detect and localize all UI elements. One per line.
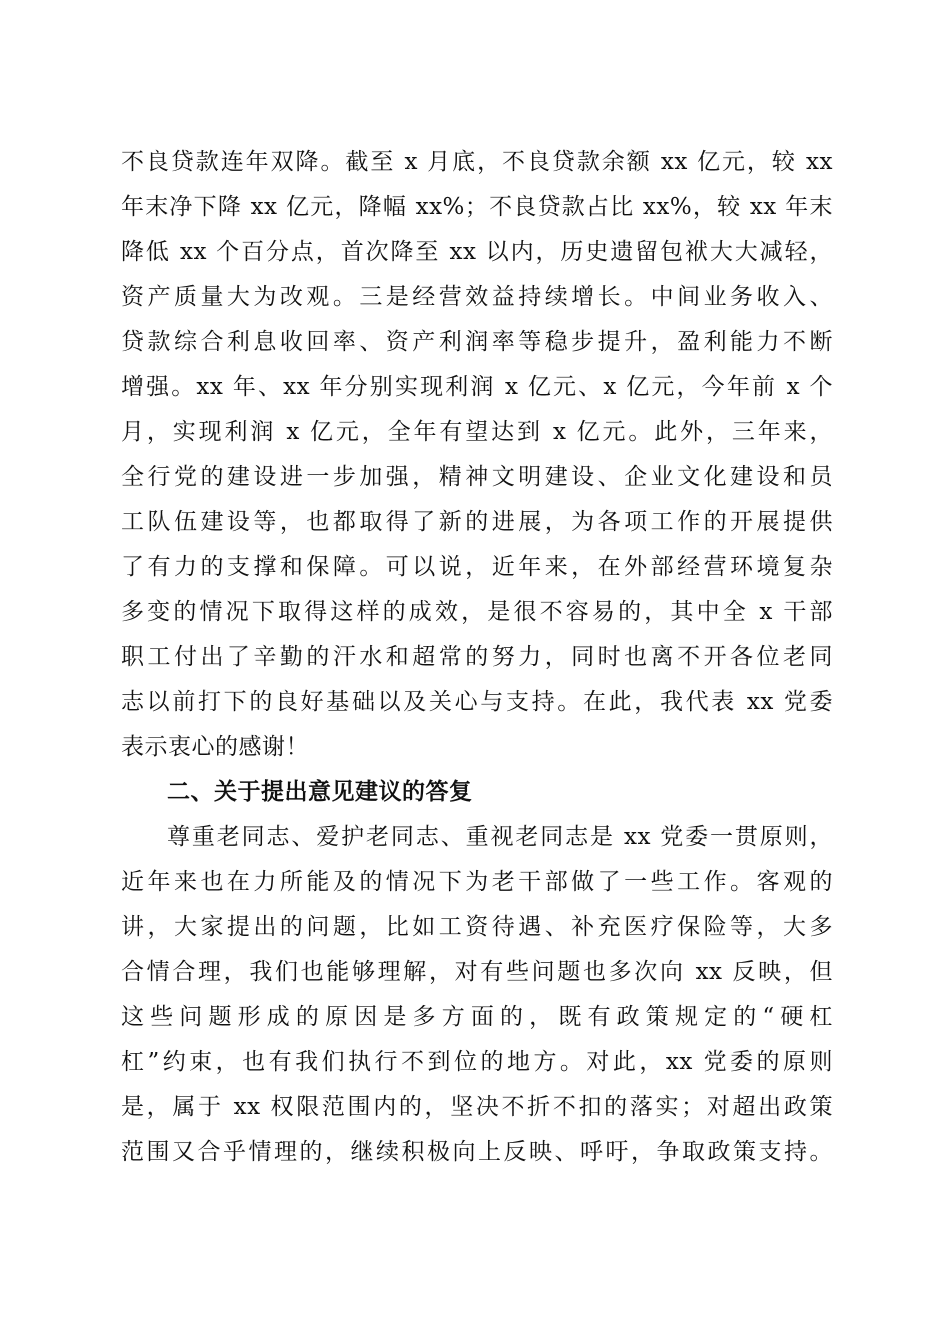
text-line: 讲，大家提出的问题，比如工资待遇、补充医疗保险等，大多 [121,914,833,940]
text-line: 了有力的支撑和保障。可以说，近年来，在外部经营环境复杂 [121,554,833,580]
text-line: 贷款综合利息收回率、资产利润率等稳步提升，盈利能力不断 [121,329,833,355]
text-line: 不良贷款连年双降。截至 x 月底，不良贷款余额 xx 亿元，较 xx [121,149,833,175]
text-line: 工队伍建设等，也都取得了新的进展，为各项工作的开展提供 [121,509,833,535]
text-line: 志以前打下的良好基础以及关心与支持。在此，我代表 xx 党委 [121,689,833,715]
text-line: 范围又合乎情理的，继续积极向上反映、呼吁，争取政策支持。 [121,1139,833,1165]
text-line: 增强。xx 年、xx 年分别实现利润 x 亿元、x 亿元，今年前 x 个 [121,374,833,400]
paragraph-achievements [121,140,833,770]
text-line: 是，属于 xx 权限范围内的，坚决不折不扣的落实；对超出政策 [121,1094,833,1120]
section-heading: 二、关于提出意见建议的答复 [167,779,473,805]
text-line: 这些问题形成的原因是多方面的，既有政策规定的“硬杠 [121,1004,833,1030]
text-line: 资产质量大为改观。三是经营效益持续增长。中间业务收入、 [121,284,833,310]
text-line: 杠”约束，也有我们执行不到位的地方。对此，xx 党委的原则 [121,1049,833,1075]
paragraph-reply [121,815,833,1175]
text-line: 年末净下降 xx 亿元，降幅 xx%；不良贷款占比 xx%，较 xx 年末 [121,194,833,220]
text-line: 月，实现利润 x 亿元，全年有望达到 x 亿元。此外，三年来， [121,419,833,445]
text-line: 合情合理，我们也能够理解，对有些问题也多次向 xx 反映，但 [121,959,833,985]
text-line: 降低 xx 个百分点，首次降至 xx 以内，历史遗留包袱大大减轻， [121,239,833,265]
text-line: 全行党的建设进一步加强，精神文明建设、企业文化建设和员 [121,464,833,490]
text-line: 尊重老同志、爱护老同志、重视老同志是 xx 党委一贯原则， [167,824,833,850]
text-line: 表示衷心的感谢！ [121,734,309,760]
document-body [121,140,833,1175]
text-line: 职工付出了辛勤的汗水和超常的努力，同时也离不开各位老同 [121,644,833,670]
text-line: 近年来也在力所能及的情况下为老干部做了一些工作。客观的 [121,869,833,895]
text-line: 多变的情况下取得这样的成效，是很不容易的，其中全 x 干部 [121,599,833,625]
